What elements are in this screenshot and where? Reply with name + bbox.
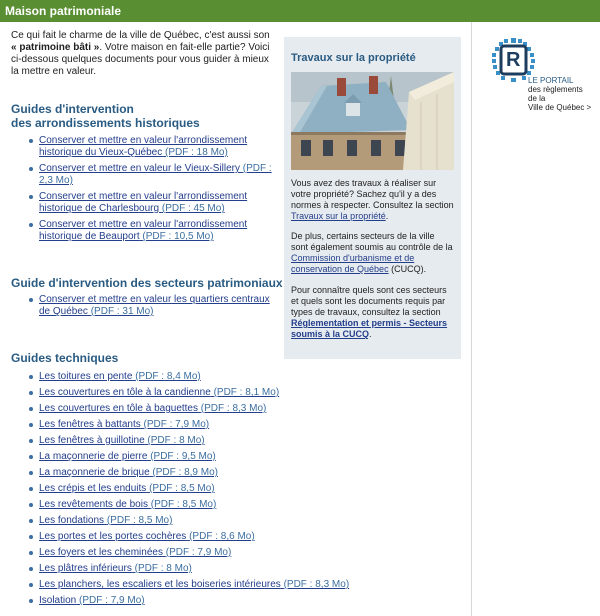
doc-link[interactable]: Les plâtres inférieurs (PDF : 8 Mo) [39, 563, 192, 574]
portail-line-2: des règlements [528, 85, 583, 94]
list-item [11, 481, 451, 497]
portail-line-1: LE PORTAIL [528, 76, 574, 85]
doc-link[interactable]: Les fenêtres à guillotine (PDF : 8 Mo) [39, 435, 205, 446]
list-item [11, 369, 451, 385]
page-title: Maison patrimoniale [5, 4, 122, 18]
list-item [11, 465, 451, 481]
column-divider [471, 22, 472, 616]
house-photo [291, 72, 454, 170]
list-item [11, 163, 273, 187]
doc-link[interactable]: Les fenêtres à battants (PDF : 7,9 Mo) [39, 419, 210, 430]
heading-arrondissements-line2: des arrondissements historiques [11, 116, 200, 130]
doc-link[interactable]: Conserver et mettre en valeur les quartiers centraux de Québec (PDF : 31 Mo) [39, 294, 270, 317]
list-item [11, 433, 451, 449]
sidebox-paragraph-3: Pour connaître quels sont ces secteurs et quels sont les documents requis par types de travaux, consultez la section Réglementation et permis - Secteurs soumis à la CUCQ. [291, 285, 448, 339]
heading-techniques: Guides techniques [11, 351, 119, 365]
list-item [11, 529, 451, 545]
page-header [0, 0, 600, 22]
doc-link[interactable]: Isolation (PDF : 7,9 Mo) [39, 595, 145, 606]
doc-link[interactable]: Les revêtements de bois (PDF : 8,5 Mo) [39, 499, 217, 510]
intro-part2: . Votre maison en fait-elle partie? Voici ci-dessous quelques documents pour vous guider à mieux la mettre en valeur. [11, 42, 270, 77]
list-item [11, 191, 273, 215]
list-item [11, 135, 273, 159]
sidebox-paragraph-2: De plus, certains secteurs de la ville sont également soumis au contrôle de la Commission d'urbanisme et de conservation de Québec (CUCQ). [291, 231, 453, 274]
main-content [0, 22, 472, 616]
list-item [11, 593, 451, 609]
doc-link[interactable]: Conserver et mettre en valeur le Vieux-Sillery (PDF : 2,3 Mo) [39, 163, 272, 186]
intro-text [11, 30, 273, 78]
list-item [11, 417, 451, 433]
doc-link[interactable]: Les fondations (PDF : 8,5 Mo) [39, 515, 173, 526]
portail-logo-letter: R [506, 49, 521, 71]
link-travaux-propriete[interactable]: Travaux sur la propriété [291, 211, 386, 221]
portail-logo-text [528, 76, 591, 112]
techniques-list [11, 369, 451, 609]
sidebar-box-travaux [284, 37, 461, 359]
intro-part1: Ce qui fait le charme de la ville de Québec, c'est aussi son [11, 30, 270, 41]
list-item [11, 513, 451, 529]
portail-reglements-logo[interactable] [492, 38, 597, 118]
list-item [11, 497, 451, 513]
link-cucq[interactable]: Commission d'urbanisme et de conservation de Québec [291, 253, 415, 274]
arrondissements-list [11, 135, 273, 243]
doc-link[interactable]: Les foyers et les cheminées (PDF : 7,9 Mo) [39, 547, 232, 558]
list-item [11, 561, 451, 577]
house-photo-image [291, 72, 454, 170]
list-item [11, 577, 451, 593]
list-item [11, 385, 451, 401]
doc-link[interactable]: Les planchers, les escaliers et les boiseries intérieures (PDF : 8,3 Mo) [39, 579, 350, 590]
doc-link[interactable]: La maçonnerie de pierre (PDF : 9,5 Mo) [39, 451, 216, 462]
doc-link[interactable]: Les toitures en pente (PDF : 8,4 Mo) [39, 371, 201, 382]
doc-link[interactable]: Les couvertures en tôle à baguettes (PDF : 8,3 Mo) [39, 403, 267, 414]
portail-line-3: de la [528, 94, 546, 103]
doc-link[interactable]: Conserver et mettre en valeur l'arrondissement historique de Beauport (PDF : 10,5 Mo) [39, 219, 248, 242]
intro-emphasis: « patrimoine bâti » [11, 42, 100, 53]
doc-link[interactable]: Les portes et les portes cochères (PDF : 8,6 Mo) [39, 531, 255, 542]
list-item [11, 294, 273, 318]
sidebox-title: Travaux sur la propriété [291, 52, 416, 64]
list-item [11, 545, 451, 561]
list-item [11, 449, 451, 465]
secteurs-list [11, 294, 273, 318]
heading-arrondissements [11, 102, 200, 130]
heading-arrondissements-line1: Guides d'intervention [11, 102, 134, 116]
sidebox-paragraph-1: Vous avez des travaux à réaliser sur votre propriété? Sachez qu'il y a des normes à respecter. Consultez la section Travaux sur la propriété. [291, 178, 454, 221]
doc-link[interactable]: Les couvertures en tôle à la candienne (PDF : 8,1 Mo) [39, 387, 280, 398]
portail-line-4: Ville de Québec > [528, 103, 592, 112]
link-reglementation[interactable]: Réglementation et permis - Secteurs soumis à la CUCQ [291, 318, 448, 339]
doc-link[interactable]: La maçonnerie de brique (PDF : 8,9 Mo) [39, 467, 218, 478]
list-item [11, 401, 451, 417]
doc-link[interactable]: Les crépis et les enduits (PDF : 8,5 Mo) [39, 483, 215, 494]
heading-secteurs: Guide d'intervention des secteurs patrimoniaux [11, 276, 283, 290]
list-item [11, 219, 273, 243]
doc-link[interactable]: Conserver et mettre en valeur l'arrondissement historique du Vieux-Québec (PDF : 18 Mo) [39, 135, 248, 158]
doc-link[interactable]: Conserver et mettre en valeur l'arrondissement historique de Charlesbourg (PDF : 45 Mo) [39, 191, 248, 214]
